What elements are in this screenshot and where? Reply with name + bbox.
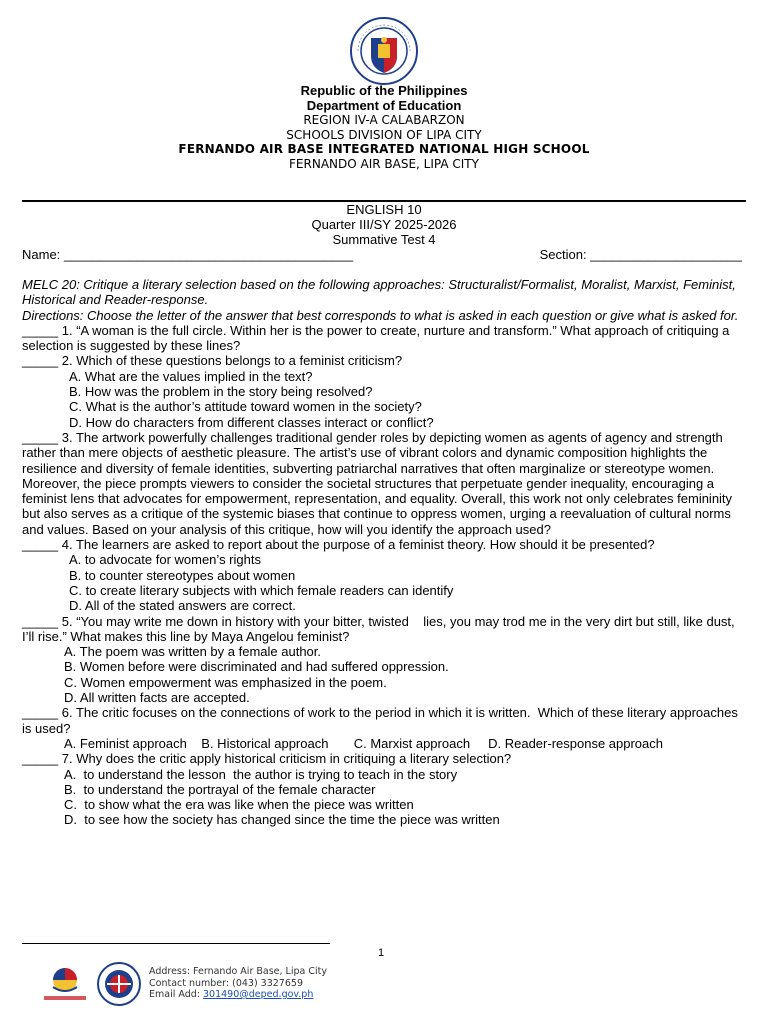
- q5-option-b: B. Women before were discriminated and had suffered oppression.: [64, 659, 449, 675]
- question-7: _____ 7. Why does the critic apply historical criticism in critiquing a literary selection?: [22, 751, 512, 767]
- footer-divider: [22, 943, 330, 944]
- header-school-address: FERNANDO AIR BASE, LIPA CITY: [289, 156, 479, 171]
- q2-option-d: D. How do characters from different classes interact or conflict?: [69, 414, 434, 430]
- question-5: _____ 5. “You may write me down in history with your bitter, twisted lies, you may trod me in the very dirt but still, like dust, I’ll rise.” What makes this line by Maya Angelou feminist?: [22, 613, 739, 644]
- header-school-name: FERNANDO AIR BASE INTEGRATED NATIONAL HIGH SCHOOL: [178, 142, 590, 156]
- q6-options: A. Feminist approach B. Historical approach C. Marxist approach D. Reader-response approach: [64, 735, 663, 751]
- page-number: 1: [378, 947, 385, 959]
- q5-option-c: C. Women empowerment was emphasized in the poem.: [64, 674, 387, 690]
- test-quarter: Quarter III/SY 2025-2026: [311, 217, 457, 232]
- header-department: Department of Education: [306, 97, 462, 113]
- q7-option-b: B. to understand the portrayal of the female character: [64, 781, 376, 797]
- q4-option-c: C. to create literary subjects with which female readers can identify: [69, 582, 454, 598]
- footer-email-label: Email Add:: [149, 989, 203, 1000]
- question-6: _____ 6. The critic focuses on the connections of work to the period in which it is written. Which of these literary approaches is used?: [22, 705, 742, 736]
- test-title: Summative Test 4: [332, 232, 436, 247]
- footer-email-link[interactable]: 301490@deped.gov.ph: [203, 989, 314, 1000]
- q7-option-d: D. to see how the society has changed since the time the piece was written: [64, 812, 500, 828]
- name-section-row: [22, 247, 746, 263]
- question-2: _____ 2. Which of these questions belongs to a feminist criticism?: [22, 353, 403, 369]
- school-seal-logo: [97, 962, 141, 1006]
- test-subject: ENGLISH 10: [346, 202, 422, 217]
- footer-contact: [149, 966, 327, 1001]
- q7-option-c: C. to show what the era was like when the piece was written: [64, 797, 414, 813]
- school-header: [0, 84, 768, 171]
- q5-option-a: A. The poem was written by a female author.: [64, 644, 322, 660]
- footer-contact-number: Contact number: (043) 3327659: [149, 977, 303, 989]
- q7-option-a: A. to understand the lesson the author is trying to teach in the story: [64, 766, 458, 782]
- q2-option-b: B. How was the problem in the story being resolved?: [69, 384, 373, 400]
- q2-option-c: C. What is the author’s attitude toward women in the society?: [69, 399, 422, 415]
- footer-address: Address: Fernando Air Base, Lipa City: [149, 966, 327, 977]
- directions: Directions: Choose the letter of the answer that best corresponds to what is asked in each question or give what is asked for.: [22, 307, 739, 323]
- q4-option-a: A. to advocate for women’s rights: [69, 552, 261, 568]
- header-division: SCHOOLS DIVISION OF LIPA CITY: [286, 127, 482, 142]
- footer-email-row: [149, 989, 327, 1001]
- header-region: REGION IV-A CALABARZON: [303, 113, 465, 127]
- question-4: _____ 4. The learners are asked to report about the purpose of a feminist theory. How should it be presented?: [22, 537, 655, 553]
- q5-option-d: D. All written facts are accepted.: [64, 690, 250, 706]
- section-field[interactable]: Section: _____________________: [539, 247, 742, 262]
- name-field[interactable]: Name: ________________________________________: [22, 247, 354, 262]
- test-heading: [0, 202, 768, 247]
- bagong-pilipinas-logo: [40, 965, 90, 1003]
- melc-statement: MELC 20: Critique a literary selection based on the following approaches: Structuralist/Formalist, Moralist, Marxist, Feminist, Historical and Reader-response.: [22, 277, 736, 308]
- q2-option-a: A. What are the values implied in the text?: [69, 368, 313, 384]
- question-3: _____ 3. The artwork powerfully challenges traditional gender roles by depicting women as agents of agency and strength rather than mere objects of aesthetic pleasure. The artist’s use of vibrant colors and dynamic composition highlights the resilience and diversity of female identities, subverting patriarchal narratives that often marginalize or stereotype women. Moreover, the piece prompts viewers to consider the societal structures that perpetuate gender inequality, encouraging a feminist lens that advocates for empowerment, representation, and equality. Overall, this work not only celebrates femininity but also serves as a critique of the systemic biases that continue to oppress women, urging a reevaluation of cultural norms and values. Based on your analysis of this critique, how will you identify the approach used?: [22, 429, 733, 537]
- deped-seal-logo: [349, 16, 419, 86]
- question-1: _____ 1. “A woman is the full circle. Within her is the power to create, nurture and transform.” What approach of critiquing a selection is suggested by these lines?: [22, 322, 730, 354]
- test-body: [22, 277, 746, 828]
- q4-option-b: B. to counter stereotypes about women: [69, 567, 296, 583]
- header-republic: Republic of the Philippines: [300, 83, 468, 98]
- q4-option-d: D. All of the stated answers are correct.: [69, 598, 296, 614]
